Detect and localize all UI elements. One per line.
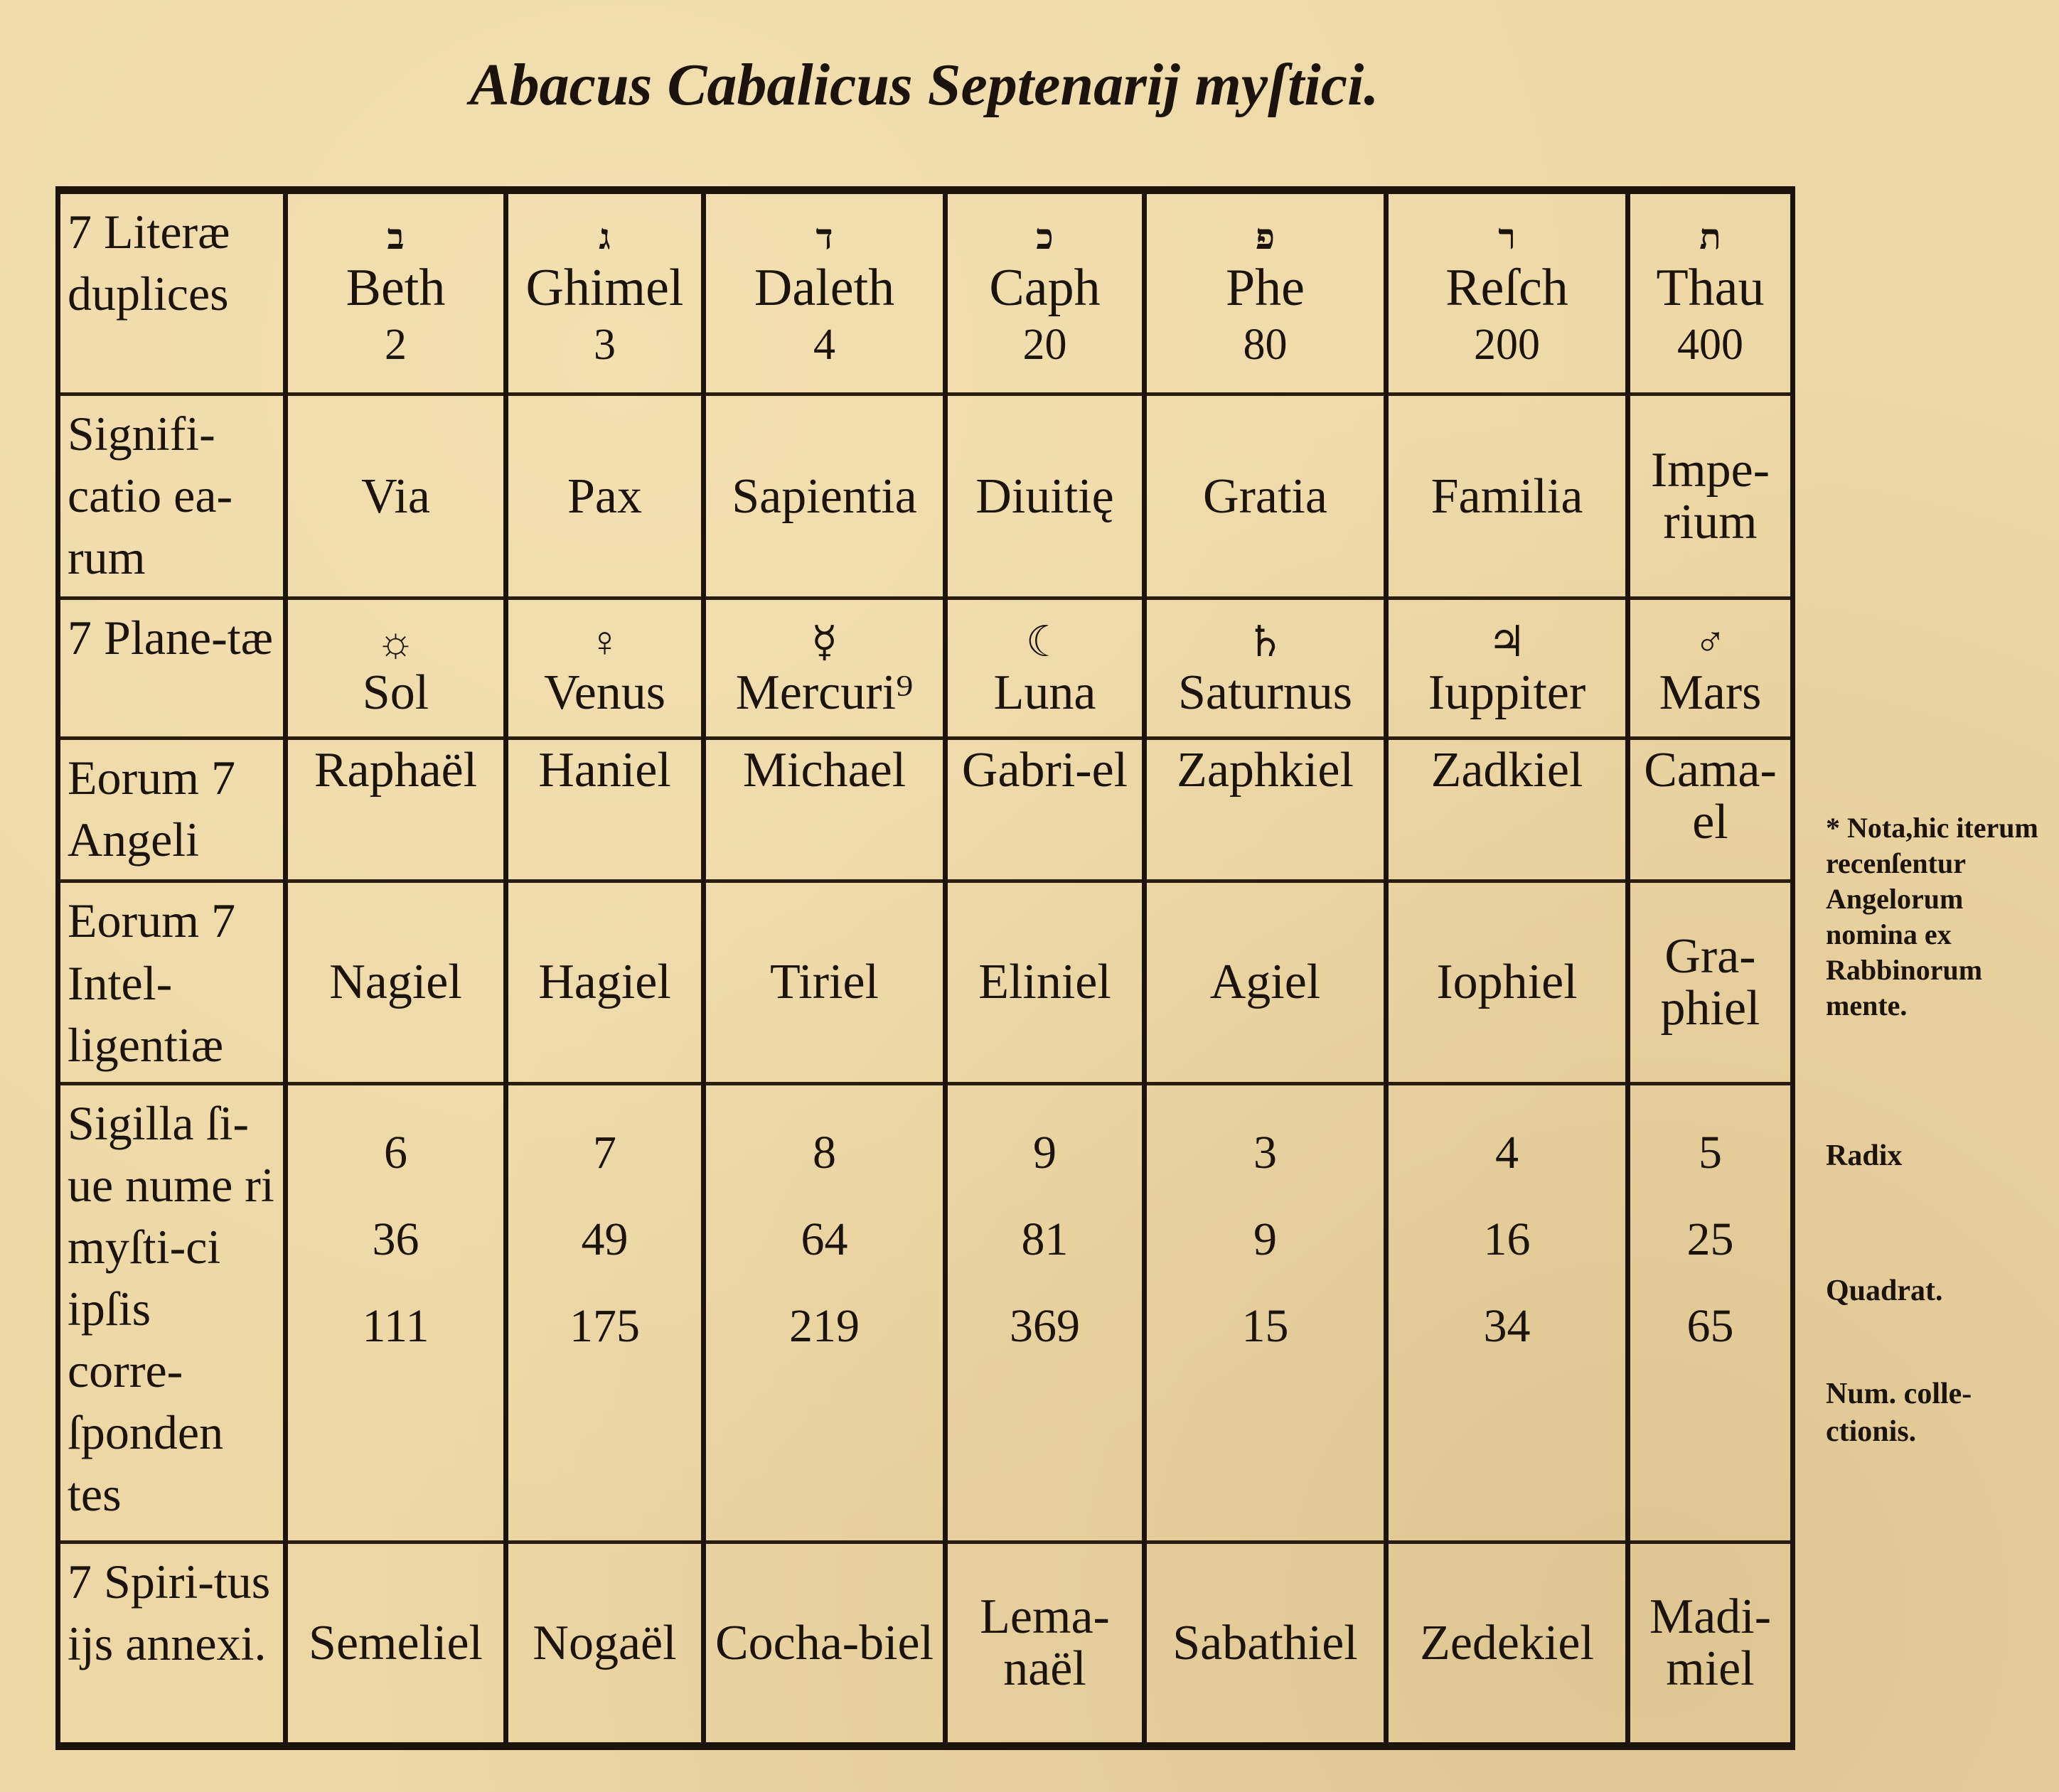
collect-number: 65 [1686,1299,1734,1352]
letter-value: 2 [385,320,407,369]
radix-number: 3 [1253,1126,1277,1179]
letter-value: 20 [1022,320,1067,369]
intelligence-cell: Tiriel [704,881,946,1083]
hebrew-letter: פ [1255,216,1275,257]
hebrew-letter: ד [815,216,833,257]
significatio-cell: Gratia [1145,395,1386,599]
letter-cell [286,191,506,395]
angel-cell: Zadkiel [1386,738,1628,881]
radix-number: 6 [384,1126,407,1179]
quadrat-number: 49 [581,1213,629,1265]
angel-cell: Cama-el [1628,738,1793,881]
letter-value: 80 [1243,320,1288,369]
planet-cell [286,599,506,739]
letter-name: Thau [1656,258,1765,317]
radix-number: 5 [1699,1126,1722,1179]
row-spiritus [58,1542,1793,1746]
angel-cell: Haniel [506,738,704,881]
radix-number: 9 [1033,1126,1057,1179]
significatio-cell: Sapientia [704,395,946,599]
collect-number: 34 [1483,1299,1531,1352]
row-letters [58,191,1793,395]
row-intelligentiae [58,881,1793,1083]
row-header-letters: 7 Literæ duplices [58,191,286,395]
significatio-cell: Familia [1386,395,1628,599]
venus-symbol-icon: ♀ [589,618,621,665]
spirit-cell: Sabathiel [1145,1542,1386,1746]
letter-cell [704,191,946,395]
quadrat-number: 25 [1686,1213,1734,1265]
letter-cell [946,191,1145,395]
letter-value: 400 [1677,320,1743,369]
letter-cell [1386,191,1628,395]
planet-name: Mercuri⁹ [735,665,914,720]
planet-cell [1628,599,1793,739]
mars-symbol-icon: ♂ [1694,618,1726,665]
hebrew-letter: כ [1036,216,1054,257]
letter-cell [1145,191,1386,395]
radix-number: 4 [1495,1126,1519,1179]
intelligence-cell: Agiel [1145,881,1386,1083]
radix-number: 7 [593,1126,616,1179]
letter-name: Ghimel [525,258,684,317]
hebrew-letter: ג [599,216,611,257]
hebrew-letter: ב [387,216,405,257]
spirit-cell: Semeliel [286,1542,506,1746]
letter-name: Caph [989,258,1101,317]
collect-number: 15 [1241,1299,1289,1352]
hebrew-letter: ת [1699,216,1721,257]
page-title: Abacus Cabalicus Septenarij myſtici. [469,52,1379,118]
sigilla-cell [506,1083,704,1542]
row-header-planetae: 7 Plane-tæ [58,599,286,739]
hebrew-letter: ר [1498,216,1516,257]
intelligence-cell: Hagiel [506,881,704,1083]
letter-cell [1628,191,1793,395]
angel-cell: Gabri-el [946,738,1145,881]
collect-number: 111 [362,1299,429,1352]
sun-symbol-icon: ☼ [376,618,415,665]
letter-name: Daleth [754,258,895,317]
letter-cell [506,191,704,395]
abacus-table [55,186,1795,1750]
planet-name: Saturnus [1178,665,1352,720]
radix-number: 8 [813,1126,836,1179]
spirit-cell: Madi-miel [1628,1542,1793,1746]
sigilla-cell [1386,1083,1628,1542]
margin-label-radix: Radix [1826,1139,1903,1172]
quadrat-number: 36 [372,1213,419,1265]
intelligence-cell: Gra-phiel [1628,881,1793,1083]
planet-name: Sol [362,665,429,720]
planet-cell [506,599,704,739]
margin-label-quadrat: Quadrat. [1826,1275,1943,1307]
row-header-spiritus: 7 Spiri-tus ijs annexi. [58,1542,286,1746]
planet-name: Venus [543,665,666,720]
spirit-cell: Zedekiel [1386,1542,1628,1746]
planet-cell [946,599,1145,739]
sigilla-cell [1628,1083,1793,1542]
sigilla-cell [286,1083,506,1542]
row-header-sigilla: Sigilla ſi-ue nume ri myſti-ci ipſis corre-ſponden tes [58,1083,286,1542]
intelligence-cell: Nagiel [286,881,506,1083]
significatio-cell: Diuitię [946,395,1145,599]
saturn-symbol-icon: ♄ [1246,618,1285,665]
spirit-cell: Lema-naël [946,1542,1145,1746]
intelligence-cell: Eliniel [946,881,1145,1083]
margin-note: * Nota,hic iterum recenſentur Angelorum nomina ex Rabbinorum mente. [1826,812,2038,1021]
mercury-symbol-icon: ☿ [811,618,838,665]
collect-number: 219 [789,1299,860,1352]
planet-cell [704,599,946,739]
planet-cell [1386,599,1628,739]
margin-label-collect: Num. colle-ctionis. [1826,1378,1972,1448]
planet-name: Mars [1659,665,1762,720]
row-significatio [58,395,1793,599]
significatio-cell: Pax [506,395,704,599]
significatio-cell: Via [286,395,506,599]
sigilla-cell [946,1083,1145,1542]
collect-number: 175 [569,1299,640,1352]
letter-name: Phe [1226,258,1305,317]
row-header-significatio: Signifi-catio ea-rum [58,395,286,599]
row-header-intelligentiae: Eorum 7 Intel-ligentiæ [58,881,286,1083]
intelligence-cell: Iophiel [1386,881,1628,1083]
planet-name: Luna [993,665,1096,720]
jupiter-symbol-icon: ♃ [1487,618,1526,665]
row-angeli [58,738,1793,881]
quadrat-number: 81 [1021,1213,1069,1265]
letter-value: 4 [813,320,835,369]
collect-number: 369 [1010,1299,1080,1352]
planet-cell [1145,599,1386,739]
planet-name: Iuppiter [1428,665,1586,720]
angel-cell: Michael [704,738,946,881]
spirit-cell: Nogaël [506,1542,704,1746]
sigilla-cell [1145,1083,1386,1542]
angel-cell: Raphaël [286,738,506,881]
moon-symbol-icon: ☾ [1025,618,1064,665]
letter-name: Reſch [1445,258,1568,317]
row-planetae [58,599,1793,739]
letter-name: Beth [346,258,446,317]
quadrat-number: 16 [1483,1213,1531,1265]
letter-value: 200 [1474,320,1540,369]
significatio-cell: Impe-rium [1628,395,1793,599]
quadrat-number: 9 [1253,1213,1277,1265]
sigilla-cell [704,1083,946,1542]
row-header-angeli: Eorum 7 Angeli [58,738,286,881]
spirit-cell: Cocha-biel [704,1542,946,1746]
letter-value: 3 [594,320,616,369]
angel-cell: Zaphkiel [1145,738,1386,881]
row-sigilla [58,1083,1793,1542]
quadrat-number: 64 [801,1213,848,1265]
